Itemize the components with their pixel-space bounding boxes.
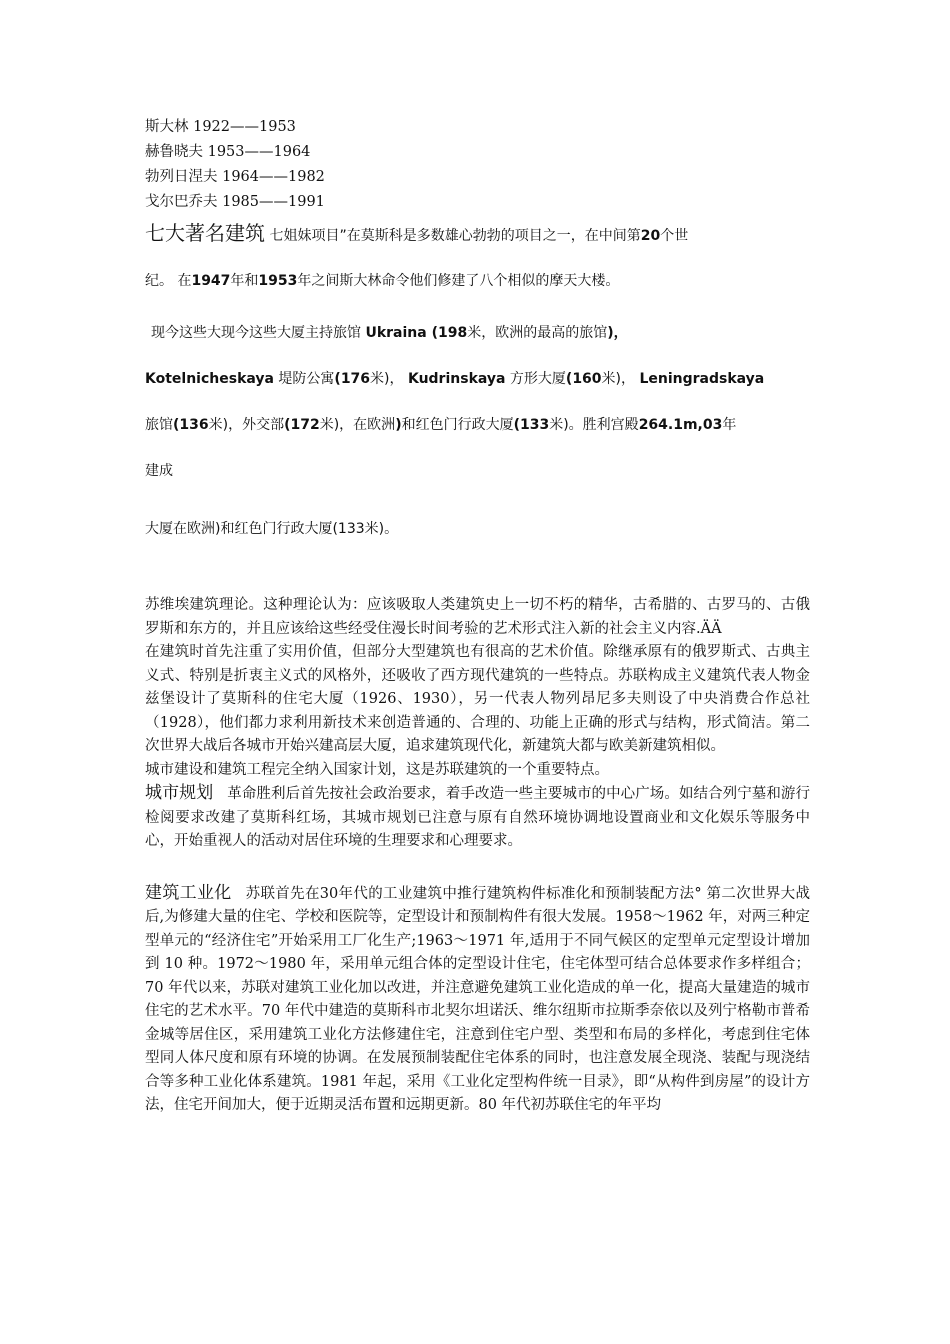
urban-planning-paragraph: 城市规划 革命胜利后首先按社会政治要求，着手改造一些主要城市的中心广场。如结合列宁墓和游行检阅要求改建了莫斯科红场，其城市规划已注意与原有自然环境协调地设置商业和文化娱乐等服务中心，开始重视人的活动对居住环境的生理要求和心理要求。 bbox=[145, 783, 810, 849]
leader-row: 赫鲁晓夫 1953——1964 bbox=[145, 144, 311, 160]
seven-sisters-line5: 旅馆(136米)，外交部(172米)，在欧洲)和红色门行政大厦(133米)。胜利宫殿264.1m,03年 bbox=[145, 417, 737, 433]
industrialization-heading: 建筑工业化 bbox=[145, 882, 232, 903]
leader-row: 斯大林 1922——1953 bbox=[145, 119, 296, 135]
document-page bbox=[145, 115, 810, 1118]
leader-row: 戈尔巴乔夫 1985——1991 bbox=[145, 194, 325, 210]
urban-planning-heading: 城市规划 bbox=[145, 783, 214, 803]
architecture-paragraph: 在建筑时首先注重了实用价值，但部分大型建筑也有很高的艺术价值。除继承原有的俄罗斯式、古典主义式、特别是折衷主义式的风格外，还吸收了西方现代建筑的一些特点。苏联构成主义建筑代表人物金兹堡设计了莫斯科的住宅大厦（1926、1930），另一代表人物列昂尼多夫则设了中央消费合作总社（1928），他们都力求利用新技术来创造普通的、合理的、功能上正确的形式与结构，形式简洁。第二次世界大战后各城市开始兴建高层大厦，追求建筑现代化，新建筑大都与欧美新建筑相似。 bbox=[145, 644, 810, 754]
seven-sisters-line4: Kotelnicheskaya 堤防公寓(176米)， Kudrinskaya 方形大厦(160米)， Leningradskaya bbox=[145, 371, 765, 387]
industrialization-paragraph: 建筑工业化 苏联首先在30年代的工业建筑中推行建筑构件标准化和预制装配方法° 第二次世界大战后,为修建大量的住宅、学校和医院等，定型设计和预制构件有很大发展。1958～1962 年，对两三种定型单元的“经济住宅”开始采用工厂化生产;1963～1971 年,适用于不同气候区的定型单元定型设计增加到 10 种。1972～1980 年，采用单元组合体的定型设计住宅，住宅体型可结合总体要求作多样组合；70 年代以来，苏联对建筑工业化加以改进，并注意避免建筑工业化造成的单一化，提高大量建造的城市住宅的艺术水平。70 年代中建造的莫斯科市北契尔坦诺沃、维尔纽斯市拉斯季奈依以及列宁格勒市普希金城等居住区，采用建筑工业化方法修建住宅，注意到住宅户型、类型和布局的多样化，考虑到住宅体型同人体尺度和原有环境的协调。在发展预制装配住宅体系的同时，也注意发展全现浇、装配与现浇结合等多种工业化体系建筑。1981 年起，采用《工业化定型构件统一目录》，即“从构件到房屋”的设计方法，住宅开间加大，便于近期灵活布置和远期更新。80 年代初苏联住宅的年平均 bbox=[145, 882, 811, 1113]
leaders-list bbox=[145, 115, 810, 215]
seven-sisters-line1: 七大著名建筑 七姐妹项目”在莫斯科是多数雄心勃勃的项目之一，在中间第20个世 bbox=[145, 221, 689, 245]
seven-sisters-line7: 大厦在欧洲)和红色门行政大厦(133米)。 bbox=[145, 521, 399, 537]
planning-note-paragraph: 城市建设和建筑工程完全纳入国家计划，这是苏联建筑的一个重要特点。 bbox=[145, 761, 609, 778]
seven-sisters-line3: 现今这些大现今这些大厦主持旅馆 Ukraina (198米，欧洲的最高的旅馆)， bbox=[151, 325, 628, 341]
leader-row: 勃列日涅夫 1964——1982 bbox=[145, 169, 325, 185]
seven-sisters-line2: 纪。 在1947年和1953年之间斯大林命令他们修建了八个相似的摩天大楼。 bbox=[145, 273, 620, 289]
seven-sisters-section bbox=[145, 217, 810, 552]
section-heading: 七大著名建筑 bbox=[145, 221, 265, 245]
seven-sisters-line6: 建成 bbox=[145, 463, 173, 479]
theory-paragraph: 苏维埃建筑理论。这种理论认为：应该吸取人类建筑史上一切不朽的精华，古希腊的、古罗马的、古俄罗斯和东方的，并且应该给这些经受住漫长时间考验的艺术形式注入新的社会主义内容.ÄÄ bbox=[145, 597, 810, 637]
